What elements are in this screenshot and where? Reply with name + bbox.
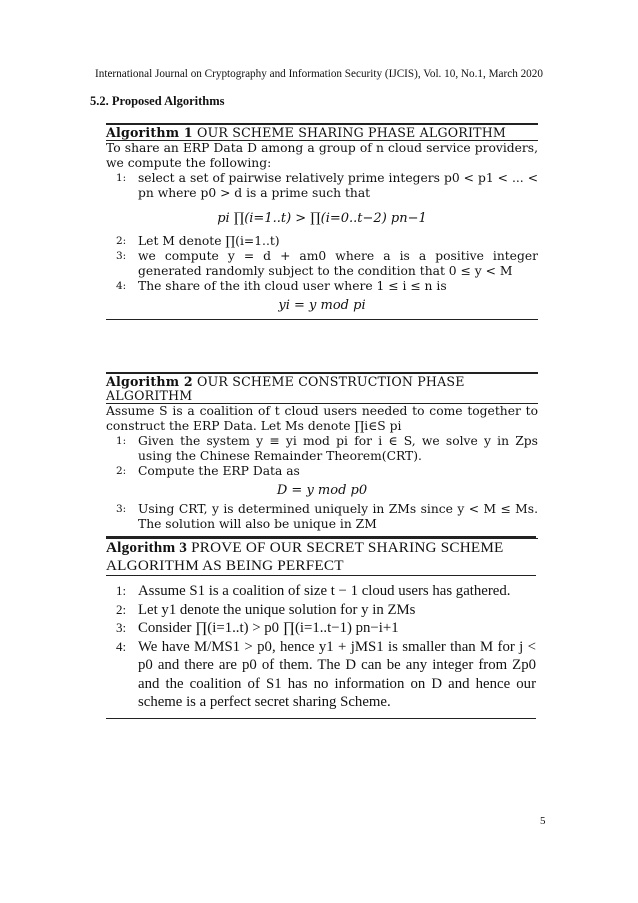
step-text: Let y1 denote the unique solution for y in ZMs (138, 601, 416, 618)
algorithm-3-end-rule (106, 718, 536, 719)
algorithm-2-label: Algorithm 2 (106, 374, 193, 389)
algorithm-1-equation-1 (106, 211, 538, 226)
algorithm-2-title (106, 372, 538, 404)
equation-text: pi ∏(i=1..t) > ∏(i=0..t−2) pn−1 (217, 211, 427, 226)
algorithm-1-label: Algorithm 1 (106, 125, 193, 140)
algorithm-3-heading: PROVE OF OUR SECRET SHARING SCHEME ALGORITHM AS BEING PERFECT (106, 539, 504, 574)
algorithm-2-step-3: 3: Using CRT, y is determined uniquely in ZMs since y < M ≤ Ms. The solution will also be unique in ZM (116, 502, 538, 531)
section-title: 5.2. Proposed Algorithms (90, 94, 225, 108)
algorithm-1-step-3: 3: we compute y = d + am0 where a is a positive integer generated randomly subject to the condition that 0 ≤ y < M (116, 249, 538, 278)
algorithm-3-title (106, 536, 536, 576)
step-text: Given the system y ≡ yi mod pi for i ∈ S, we solve y in Zps using the Chinese Remainder Theorem(CRT). (138, 434, 538, 463)
algorithm-1-step-4: 4: The share of the ith cloud user where 1 ≤ i ≤ n is (116, 279, 447, 293)
algorithm-1-step-1: 1: select a set of pairwise relatively prime integers p0 < p1 < ... < pn where p0 > d is a prime such that (116, 171, 538, 200)
algorithm-1-end-rule (106, 319, 538, 320)
step-text: Let M denote ∏(i=1..t) (138, 234, 280, 248)
algorithm-1-step-2: 2: Let M denote ∏(i=1..t) (116, 234, 280, 248)
algorithm-1-heading: OUR SCHEME SHARING PHASE ALGORITHM (197, 125, 506, 140)
algorithm-1-title (106, 123, 538, 141)
step-text: The share of the ith cloud user where 1 ≤ i ≤ n is (138, 279, 447, 293)
running-head: International Journal on Cryptography and Information Security (IJCIS), Vol. 10, No.1, March 2020 (95, 68, 543, 80)
step-text: Consider ∏(i=1..t) > p0 ∏(i=1..t−1) pn−i+1 (138, 620, 399, 636)
step-text: Assume S1 is a coalition of size t − 1 cloud users has gathered. (138, 583, 511, 599)
algorithm-3-label: Algorithm 3 (106, 539, 188, 556)
algorithm-1-intro: To share an ERP Data D among a group of n cloud service providers, we compute the following: (106, 141, 538, 170)
algorithm-1-equation-2: yi = y mod pi (278, 298, 366, 313)
algorithm-1 (106, 123, 538, 320)
step-text: Using CRT, y is determined uniquely in ZMs since y < M ≤ Ms. The solution will also be unique in ZM (138, 502, 538, 531)
page-number: 5 (540, 815, 546, 827)
algorithm-2-step-2: 2: Compute the ERP Data as (116, 464, 300, 478)
step-text: We have M/MS1 > p0, hence y1 + jMS1 is smaller than M for j < p0 and there are p0 of them. The D can be any integer from Zp0 and the coalition of S1 has no information on D and hence our scheme is a perfect secret sharing Scheme. (138, 638, 536, 710)
algorithm-2-equation-1: D = y mod p0 (276, 483, 368, 498)
algorithm-2-step-1: 1: Given the system y ≡ yi mod pi for i ∈ S, we solve y in Zps using the Chinese Remainder Theorem(CRT). (116, 434, 538, 463)
algorithm-2 (106, 372, 538, 539)
algorithm-3 (106, 536, 536, 719)
step-text: we compute y = d + am0 where a is a positive integer generated randomly subject to the condition that 0 ≤ y < M (138, 249, 538, 278)
algorithm-3-step-1: 1: Assume S1 is a coalition of size t − 1 cloud users has gathered. (116, 583, 511, 599)
algorithm-2-heading: OUR SCHEME CONSTRUCTION PHASE ALGORITHM (106, 374, 465, 403)
step-text: Compute the ERP Data as (138, 464, 300, 478)
algorithm-3-step-4: 4: We have M/MS1 > p0, hence y1 + jMS1 is smaller than M for j < p0 and there are p0 of them. The D can be any integer from Zp0 and the coalition of S1 has no information on D and hence our scheme is a perfect secret sharing Scheme. (116, 638, 536, 710)
algorithm-3-step-3: 3: Consider ∏(i=1..t) > p0 ∏(i=1..t−1) pn−i+1 (116, 620, 399, 636)
algorithm-2-intro: Assume S is a coalition of t cloud users needed to come together to construct the ERP Data. Let Ms denote ∏i∈S pi (106, 404, 538, 433)
algorithm-3-step-2: 2: Let y1 denote the unique solution for y in ZMs (116, 601, 416, 618)
step-text: select a set of pairwise relatively prime integers p0 < p1 < ... < pn where p0 > d is a prime such that (138, 171, 538, 200)
